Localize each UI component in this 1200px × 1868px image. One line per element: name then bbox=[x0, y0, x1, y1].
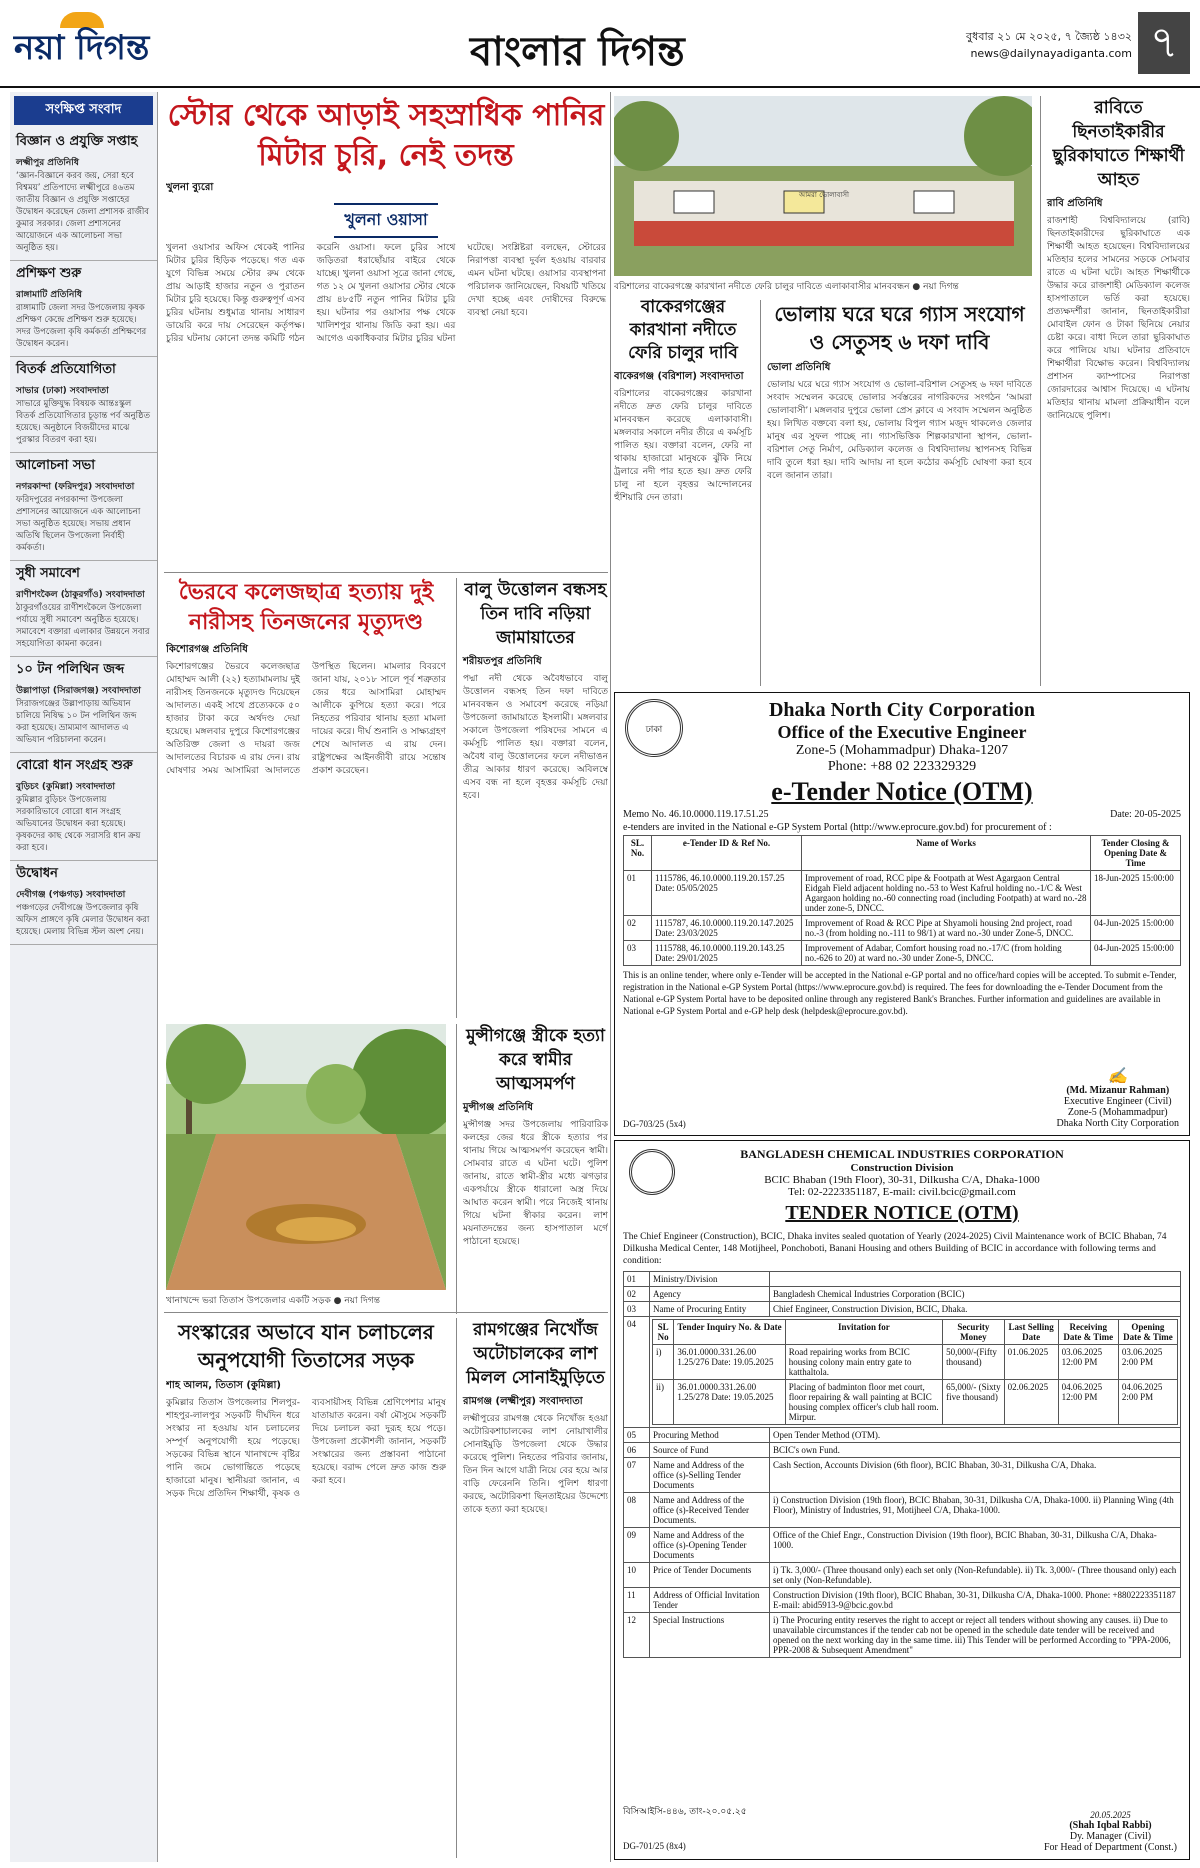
table-row: 03 Name of Procuring Entity Chief Engineer, Construction Division, BCIC, Dhaka. bbox=[624, 1302, 1181, 1317]
table-row: 12 Special Instructions i) The Procuring entity reserves the right to accept or reject all tenders without showing any causes. ii) Due to unavailable circumstances if the tender cab not be opened in the schedule date tender will be received and opened on the next working day in the same time. iii) This Tender will be performed According to "PPA-2006, PPR-2008 & Subsequent Amendment" bbox=[624, 1613, 1181, 1658]
article-body: কিশোরগঞ্জের ভৈরবে কলেজছাত্র মোহাম্মদ আলী (২২) হত্যামামলায় দুই নারীসহ তিনজনকে মৃত্যুদণ্ড দিয়েছেন আদালত। একই সাথে প্রত্যেককে ৫০ হাজার টাকা করে অর্থদণ্ড দেয়া হয়েছে। মঙ্গলবার দুপুরে কিশোরগঞ্জের অতিরিক্ত জেলা ও দায়রা জজ আদালতের বিচারক এ রায় দেন। রায় ঘোষণার সময় আসামিরা আদালতে উপস্থিত ছিলেন। মামলার বিবরণে জানা যায়, ২০১৮ সালে পূর্ব শত্রুতার জের ধরে আসামিরা মোহাম্মদ আলীকে কুপিয়ে হত্যা করে। পরে নিহতের পরিবার থানায় হত্যা মামলা দায়ের করে। দীর্ঘ শুনানি ও সাক্ষ্যগ্রহণ শেষে আদালত এ রায় দেন। রাষ্ট্রপক্ষের আইনজীবী রায়ে সন্তোষ প্রকাশ করেছেন। bbox=[166, 662, 446, 776]
brief-item[interactable]: সুধী সমাবেশ রাণীশংকৈল (ঠাকুরগাঁও) সংবাদদাতা ঠাকুরগাঁওয়ের রাণীশংকৈলে উপজেলা পর্যায়ে সুধী সমাবেশ অনুষ্ঠিত হয়েছে। সমাবেশে বক্তারা এলাকার উন্নয়নে সবার সহযোগিতা কামনা করেন। bbox=[10, 561, 157, 657]
brief-item[interactable]: আলোচনা সভা নগরকান্দা (ফরিদপুর) সংবাদদাতা ফরিদপুরের নগরকান্দা উপজেলা প্রশাসনের আয়োজনে এক আলোচনা সভা অনুষ্ঠিত হয়েছে। সভায় প্রধান অতিথি ছিলেন উপজেলা নির্বাহী কর্মকর্তা। bbox=[10, 453, 157, 561]
headline[interactable]: মুন্সীগঞ্জে স্ত্রীকে হত্যা করে স্বামীর আত্মসমর্পণ bbox=[466, 1026, 605, 1094]
human-chain-caption: বরিশালের বাকেরগঞ্জে কারখানা নদীতে ফেরি চালুর দাবিতে এলাকাবাসীর মানববন্ধন ● নয়া দিগন্ত bbox=[614, 282, 959, 292]
table-row: 09 Name and Address of the office (s)-Opening Tender Documents Office of the Chief Engr., Construction Division (19th floor), BCIC Bhaban, 30-31, Dilkusha C/A, Dhaka-1000. bbox=[624, 1528, 1181, 1563]
story-bhola[interactable] bbox=[760, 300, 1032, 686]
article-body: লক্ষ্মীপুরের রামগঞ্জ থেকে নিখোঁজ হওয়া অটোরিকশাচালকের লাশ নোয়াখালীর সোনাইমুড়ি উপজেলা থেকে উদ্ধার করেছে পুলিশ। নিহতের পরিবার জানায়, তিন দিন আগে যাত্রী নিয়ে বের হয়ে আর বাড়ি ফেরেননি তিনি। পুলিশ ধারণা করছে, অটোরিকশা ছিনতাইয়ের উদ্দেশ্যে তাকে হত্যা করা হয়েছে। bbox=[463, 1414, 608, 1515]
table-row: 10 Price of Tender Documents i) Tk. 3,000/- (Three thousand only) each set only (Non-Refundable). ii) Tk. 3,000/- (Three thousand only) each set only (Non-Refundable). bbox=[624, 1563, 1181, 1588]
dncc-works-table: SL. No. e-Tender ID & Ref No. Name of Works Tender Closing & Opening Date & Time 01 1115786, 46.10.0000.119.20.157.25 Date: 05/05/2025 Improvement of road, RCC pipe & Footpath at West Agargaon Central Eidgah Field adjacent holding no.-53 to West Kafrul holding no.-1/C & West Agargaon holding no.-60 connecting road (including Footpath) at ward no.-28 under zone-5, DNCC. 18-Jun-2025 15:00:00 02 1115787, 46.10.0000.119.20.147.2025 Date: 23/03/2025 Improvement of Road & RCC Pipe at Shyamoli housing 2nd project, road no.-3 (from holding no.-111 to 98/1) at ward no.-30 under Zone-5, DNCC. 04-Jun-2025 15:00:00 03 1115788, 46.10.0000.119.20.143.25 Date: 29/01/2025 Improvement of Adabar, Comfort housing road no.-17/C (from holding no.-626 to 20) at ward no.-30 under Zone-5, DNCC. 04-Jun-2025 15:00:00 bbox=[623, 835, 1181, 966]
brief-item[interactable]: বিতর্ক প্রতিযোগিতা সাভার (ঢাকা) সংবাদদাতা সাভারে মুক্তিযুদ্ধ বিষয়ক আন্তঃস্কুল বিতর্ক প্রতিযোগিতার চূড়ান্ত পর্ব অনুষ্ঠিত হয়েছে। অনুষ্ঠানে বিজয়ীদের মাঝে পুরস্কার বিতরণ করা হয়। bbox=[10, 357, 157, 453]
table-row: 02 Agency Bangladesh Chemical Industries Corporation (BCIC) bbox=[624, 1287, 1181, 1302]
tender-division: Construction Division bbox=[850, 1162, 954, 1174]
bcic-logo-icon bbox=[629, 1149, 675, 1195]
headline[interactable]: ভোলায় ঘরে ঘরে গ্যাস সংযোগ ও সেতুসহ ৬ দফা দাবি bbox=[774, 302, 1025, 354]
headline[interactable]: ভৈরবে কলেজছাত্র হত্যায় দুই নারীসহ তিনজনের মৃত্যুদণ্ড bbox=[178, 580, 434, 635]
table-row: 03 1115788, 46.10.0000.119.20.143.25 Date: 29/01/2025 Improvement of Adabar, Comfort housing road no.-17/C (from holding no.-626 to 20) at ward no.-30 under Zone-5, DNCC. 04-Jun-2025 15:00:00 bbox=[624, 941, 1181, 966]
story-bhairab[interactable] bbox=[166, 578, 446, 1018]
briefs-column bbox=[10, 92, 158, 1862]
table-row: 06 Source of Fund BCIC's own Fund. bbox=[624, 1443, 1181, 1458]
dg-number: DG-703/25 (5x4) bbox=[623, 1119, 686, 1129]
masthead bbox=[0, 0, 1200, 88]
human-chain-photo bbox=[614, 96, 1032, 276]
article-body: রাজশাহী বিশ্ববিদ্যালয়ে (রাবি) ছিনতাইকারীদের ছুরিকাঘাতে এক শিক্ষার্থী আহত হয়েছেন। বিশ্ববিদ্যালয়ের মতিহার হলের সামনের সড়কে সোমবার রাতে এ ঘটনা ঘটে। আহত শিক্ষার্থীকে উদ্ধার করে রাজশাহী মেডিক্যাল কলেজ হাসপাতালে ভর্তি করা হয়েছে। প্রত্যক্ষদর্শীরা জানান, ছিনতাইকারীরা মোবাইল ফোন ও টাকা ছিনিয়ে নেয়ার চেষ্টা করে। বাধা দিলে তারা ছুরিকাঘাত করে পালিয়ে যায়। ঘটনার প্রতিবাদে শিক্ষার্থীরা বিক্ষোভ করেন। বিশ্ববিদ্যালয় প্রশাসন ক্যাম্পাসের নিরাপত্তা জোরদারের আশ্বাস দিয়েছে। এ ঘটনায় মতিহার থানায় মামলা প্রক্রিয়াধীন বলে জানিয়েছে পুলিশ। bbox=[1047, 216, 1190, 421]
road-photo-caption: খানাখন্দে ভরা তিতাস উপজেলার একটি সড়ক ● নয়া দিগন্ত bbox=[166, 1296, 380, 1306]
contact-email[interactable]: news@dailynayadiganta.com bbox=[970, 47, 1132, 60]
headline[interactable]: স্টোর থেকে আড়াই সহস্রাধিক পানির মিটার চুরি, নেই তদন্ত bbox=[167, 98, 605, 173]
dg-number: DG-701/25 (8x4) bbox=[623, 1841, 686, 1851]
memo-date: Date: 20-05-2025 bbox=[1110, 809, 1181, 820]
dateline bbox=[966, 28, 1132, 62]
dncc-signature-block: ✍ (Md. Mizanur Rahman) Executive Engineer (Civil) Zone-5 (Mohammadpur) Dhaka North City Corporation bbox=[1056, 1066, 1179, 1129]
tender-org: Dhaka North City Corporation bbox=[768, 699, 1036, 721]
signature-date: 20.05.2025 bbox=[1090, 1810, 1131, 1820]
story-rabi[interactable] bbox=[1040, 96, 1190, 686]
tender-office: Office of the Executive Engineer bbox=[777, 722, 1027, 742]
brief-item[interactable]: ১০ টন পলিথিন জব্দ উল্লাপাড়া (সিরাজগঞ্জ) সংবাদদাতা সিরাজগঞ্জের উল্লাপাড়ায় অভিযান চালিয়ে নিষিদ্ধ ১০ টন পলিথিন জব্দ করা হয়েছে। ভ্রাম্যমাণ আদালত এ অভিযান পরিচালনা করেন। bbox=[10, 657, 157, 753]
tender-intro: The Chief Engineer (Construction), BCIC, Dhaka invites sealed quotation of Yearly (2024-2025) Civil Maintenance work of BCIC Bhaban, 74 Dilkusha Medical Center, 148 Motijheel, Ponchoboti, Banani Housing and others Building of BCIC in accordance with following terms and condition: bbox=[623, 1232, 1167, 1266]
tender-zone: Zone-5 (Mohammadpur) Dhaka-1207 bbox=[795, 743, 1009, 758]
article-body: পদ্মা নদী থেকে অবৈধভাবে বালু উত্তোলন বন্ধসহ তিন দফা দাবিতে মানববন্ধন ও সমাবেশ করেছে নড়িয়া উপজেলা জামায়াতে ইসলামী। মঙ্গলবার সকালে উপজেলা পরিষদের সামনে এ কর্মসূচি পালিত হয়। বক্তারা বলেন, অবৈধ বালু উত্তোলনের ফলে নদীভাঙন তীব্র আকার ধারণ করেছে। অবিলম্বে এসব বন্ধ না হলে বৃহত্তর কর্মসূচি দেয়া হবে। bbox=[463, 674, 608, 801]
brief-item[interactable]: বোরো ধান সংগ্রহ শুরু বুড়িচং (কুমিল্লা) সংবাদদাতা কুমিল্লার বুড়িচং উপজেলায় সরকারিভাবে বোরো ধান সংগ্রহ অভিযানের উদ্বোধন করা হয়েছে। কৃষকদের কাছ থেকে সরাসরি ধান ক্রয় করা হবে। bbox=[10, 753, 157, 861]
table-row: 07 Name and Address of the office (s)-Selling Tender Documents Cash Section, Accounts Division (6th floor), BCIC Bhaban, 30-31, Dilkusha C/A, Dhaka. bbox=[624, 1458, 1181, 1493]
dncc-seal-icon bbox=[625, 699, 683, 757]
photo-banner: আমরা ভোলাবাসী bbox=[798, 191, 850, 199]
briefs-header: সংক্ষিপ্ত সংবাদ bbox=[14, 96, 153, 125]
section-title: বাংলার দিগন্ত bbox=[470, 29, 685, 75]
tender-org: BANGLADESH CHEMICAL INDUSTRIES CORPORATION bbox=[740, 1147, 1064, 1161]
bcic-signature-block: 20.05.2025 (Shah Iqbal Rabbi) Dy. Manager (Civil) For Head of Department (Const.) bbox=[1043, 1810, 1177, 1853]
tender-intro: e-tenders are invited in the National e-GP System Portal (http://www.eprocure.gov.bd) for procurement of : bbox=[623, 822, 1052, 833]
road-photo-image bbox=[166, 1024, 446, 1290]
table-row: 11 Address of Official Invitation Tender Construction Division (19th floor), BCIC Bhaban, 30-31, Dilkusha C/A, Dhaka-1000. Phone: +8802223351187 E-mail: abid5913-9@bcic.gov.bd bbox=[624, 1588, 1181, 1613]
page-number: ৭ bbox=[1138, 12, 1190, 74]
brief-item[interactable]: উদ্বোধন দেবীগঞ্জ (পঞ্চগড়) সংবাদদাতা পঞ্চগড়ের দেবীগঞ্জে উপজেলার কৃষি অফিস প্রাঙ্গণে কৃষি মেলার উদ্বোধন করা হয়েছে। মেলায় বিভিন্ন স্টল অংশ নেয়। bbox=[10, 861, 157, 945]
table-row: 08 Name and Address of the office (s)-Received Tender Documents. i) Construction Division (19th floor), BCIC Bhaban, 30-31, Dilkusha C/A, Dhaka-1000. ii) Planning Wing (4th Floor), Ministry of Industries, 91, Motijheel C/A, Dhaka-1000. bbox=[624, 1493, 1181, 1528]
byline: বাকেরগঞ্জ (বরিশাল) সংবাদদাতা bbox=[614, 371, 744, 382]
brief-item[interactable]: প্রশিক্ষণ শুরু রাঙ্গামাটি প্রতিনিধি রাঙ্গামাটি জেলা সদর উপজেলায় কৃষক প্রশিক্ষণ কেন্দ্রে প্রশিক্ষণ শুরু হয়েছে। সদর উপজেলা কৃষি কর্মকর্তা প্রশিক্ষণের উদ্বোধন করেন। bbox=[10, 261, 157, 357]
tender-contact: Tel: 02-2223351187, E-mail: civil.bcic@gmail.com bbox=[788, 1186, 1016, 1198]
byline: শাহ আলম, তিতাস (কুমিল্লা) bbox=[166, 1380, 281, 1391]
table-row: ii) 36.01.0000.331.26.00 1.25/278 Date: 19.05.2025 Placing of badminton floor met court, floor repairing & wall painting at BCIC housing complex officer's club hall room. Mirpur. 65,000/- (Sixty five thousand) 02.06.2025 04.06.2025 12:00 PM 04.06.2025 2:00 PM bbox=[653, 1380, 1178, 1425]
tender-dncc[interactable] bbox=[614, 692, 1190, 1136]
tender-bcic[interactable] bbox=[614, 1140, 1190, 1860]
headline[interactable]: সংস্কারের অভাবে যান চলাচলের অনুপযোগী তিতাসের সড়ক bbox=[178, 1320, 434, 1372]
byline: মুন্সীগঞ্জ প্রতিনিধি bbox=[463, 1102, 533, 1113]
table-row: 01 Ministry/Division bbox=[624, 1272, 1181, 1287]
headline[interactable]: রামগঞ্জের নিখোঁজ অটোচালকের লাশ মিলল সোনাইমুড়িতে bbox=[466, 1320, 605, 1388]
divider bbox=[164, 572, 608, 573]
story-ramganj[interactable] bbox=[456, 1318, 608, 1858]
byline: ভোলা প্রতিনিধি bbox=[767, 362, 831, 373]
story-ferry[interactable] bbox=[614, 296, 752, 686]
seal-text: ঢাকা bbox=[645, 725, 663, 735]
bcic-ref: বিসিআইসি-৪৪৬, তাং-২০.০৫.২৫ bbox=[623, 1807, 747, 1817]
table-row: i) 36.01.0000.331.26.00 1.25/276 Date: 19.05.2025 Road repairing works from BCIC housing colony main entry gate to katthaltola. 50,000/-(Fifty thousand) 01.06.2025 03.06.2025 12:00 PM 03.06.2025 2:00 PM bbox=[653, 1345, 1178, 1380]
column-divider bbox=[610, 92, 611, 1862]
signature-scribble-icon: ✍ bbox=[1107, 1066, 1128, 1085]
byline: রামগঞ্জ (লক্ষ্মীপুর) সংবাদদাতা bbox=[463, 1396, 583, 1407]
byline: রাবি প্রতিনিধি bbox=[1047, 198, 1103, 209]
bcic-terms-table bbox=[623, 1271, 1181, 1658]
human-chain-image bbox=[614, 96, 1032, 276]
story-munshiganj[interactable] bbox=[456, 1024, 608, 1314]
newspaper-logo[interactable]: নয়া দিগন্ত bbox=[14, 28, 150, 68]
bcic-inquiry-table: SL No Tender Inquiry No. & Date Invitation for Security Money Last Selling Date Receiving Date & Time Opening Date & Time i) 36.01.0000.331.26.00 1.25/276 Date: 19.05.2025 Road repairing works from BCIC housing colony main entry gate to katthaltola. 50,000/-(Fifty thousand) 01.06.2025 03.06.2025 12:00 PM 03.06.2025 2:00 PM ii) 36.01.0000.331.26.00 1.25/278 Date: 19.05.2025 Placing of badminton floor met court, floor repairing & wall painting at BCIC housing complex officer's club hall room. Mirpur. 65,000/- (Sixty five thousand) 02.06.2025 04.06.2025 12:00 PM 04.06.2025 2:00 PM bbox=[652, 1319, 1178, 1425]
story-titas-road[interactable] bbox=[166, 1318, 446, 1858]
tender-address: BCIC Bhaban (19th Floor), 30-31, Dilkusha C/A, Dhaka-1000 bbox=[764, 1174, 1040, 1186]
issue-date: বুধবার ২১ মে ২০২৫, ৭ জ্যৈষ্ঠ ১৪৩২ bbox=[966, 30, 1132, 43]
tender-title: e-Tender Notice (OTM) bbox=[771, 777, 1033, 806]
table-row: 02 1115787, 46.10.0000.119.20.147.2025 Date: 23/03/2025 Improvement of Road & RCC Pipe at Shyamoli housing 2nd project, road no.-3 (from holding no.-111 to 98/1) at ward no.-30 under Zone-5, DNCC. 04-Jun-2025 15:00:00 bbox=[624, 916, 1181, 941]
headline[interactable]: রাবিতে ছিনতাইকারীর ছুরিকাঘাতে শিক্ষার্থী আহত bbox=[1052, 98, 1185, 190]
tender-phone: Phone: +88 02 223329329 bbox=[827, 759, 977, 774]
article-body: মুন্সীগঞ্জ সদর উপজেলায় পারিবারিক কলহের জের ধরে স্ত্রীকে হত্যার পর থানায় গিয়ে আত্মসমর্পণ করেছেন স্বামী। সোমবার রাতে এ ঘটনা ঘটে। পুলিশ জানায়, রাতে স্বামী-স্ত্রীর মধ্যে ঝগড়ার একপর্যায়ে স্ত্রীকে ধারালো অস্ত্র দিয়ে আঘাত করেন স্বামী। পরে নিজেই থানায় গিয়ে ঘটনা স্বীকার করেন। লাশ ময়নাতদন্তের জন্য হাসপাতাল মর্গে পাঠানো হয়েছে। bbox=[463, 1120, 608, 1247]
divider bbox=[164, 1312, 608, 1313]
article-body: কুমিল্লার তিতাস উপজেলার শিলপুর-শাহপুর-লালপুর সড়কটি দীর্ঘদিন ধরে সংস্কার না হওয়ায় যান চলাচলের সম্পূর্ণ অনুপযোগী হয়ে পড়েছে। সড়কের বিভিন্ন স্থানে খানাখন্দে বৃষ্টির পানি জমে ভোগান্তিতে পড়েছে হাজারো মানুষ। স্থানীয়রা জানান, এ সড়ক দিয়ে প্রতিদিন শিক্ষার্থী, কৃষক ও ব্যবসায়ীসহ বিভিন্ন শ্রেণিপেশার মানুষ যাতায়াত করেন। বর্ষা মৌসুমে সড়কটি দিয়ে চলাচল করা দুরূহ হয়ে পড়ে। উপজেলা প্রকৌশলী জানান, সড়কটি সংস্কারের জন্য প্রস্তাবনা পাঠানো হয়েছে। বরাদ্দ পেলে দ্রুত কাজ শুরু করা হবে। bbox=[166, 1398, 446, 1499]
byline: কিশোরগঞ্জ প্রতিনিধি bbox=[166, 644, 248, 655]
article-body: খুলনা ওয়াসার অফিস থেকেই পানির মিটার চুরির হিড়িক পড়েছে। গত এক যুগে বিভিন্ন সময়ে স্টোর রুম থেকে প্রায় আড়াই হাজার নতুন ও পুরাতন মিটার চুরি হয়েছে। কিন্তু গুরুত্বপূর্ণ এসব চুরির ঘটনায় শুধুমাত্র থানায় সাধারণ ডায়েরি করে দায় সেরেছেন কর্তৃপক্ষ। চুরির ঘটনায় কোনো তদন্ত কমিটি গঠন করেনি ওয়াসা। ফলে চুরির সাথে জড়িতরা ধরাছোঁয়ার বাইরে থেকে যাচ্ছে। খুলনা ওয়াসা সূত্রে জানা গেছে, গত ১২ মে খুলনা ওয়াসার স্টোর থেকে প্রায় ৪৮৫টি নতুন পানির মিটার চুরি হয়। ঘটনার পর ওয়াসার পক্ষ থেকে খালিশপুর থানায় জিডি করা হয়। এর আগেও একাধিকবার মিটার চুরির ঘটনা ঘটেছে। সংশ্লিষ্টরা বলছেন, স্টোরের নিরাপত্তা ব্যবস্থা দুর্বল হওয়ায় বারবার এমন ঘটনা ঘটছে। ওয়াসার ব্যবস্থাপনা পরিচালক জানিয়েছেন, বিষয়টি খতিয়ে দেখা হচ্ছে এবং দোষীদের বিরুদ্ধে ব্যবস্থা নেয়া হবে। bbox=[166, 243, 606, 344]
byline: খুলনা ব্যুরো bbox=[166, 182, 214, 193]
brief-item[interactable]: বিজ্ঞান ও প্রযুক্তি সপ্তাহ লক্ষ্মীপুর প্রতিনিধি ‘জ্ঞান-বিজ্ঞানে করব জয়, সেরা হবে বিশ্বময়’ প্রতিপাদ্যে লক্ষ্মীপুরে ৪৬তম জাতীয় বিজ্ঞান ও প্রযুক্তি সপ্তাহের উদ্বোধন করেছেন জেলা প্রশাসক রাজীব কুমার সরকার। জেলা প্রশাসনের আয়োজনে এক আলোচনা সভা অনুষ্ঠিত হয়। bbox=[10, 129, 157, 261]
article-body: বরিশালের বাকেরগঞ্জের কারখানা নদীতে দ্রুত ফেরি চালুর দাবিতে মানববন্ধন করেছে এলাকাবাসী। মঙ্গলবার সকালে নদীর তীরে এ কর্মসূচি পালিত হয়। বক্তারা বলেন, ফেরি না থাকায় হাজারো মানুষকে ঝুঁকি নিয়ে ট্রলারে নদী পার হতে হয়। দ্রুত ফেরি চালু না হলে বৃহত্তর আন্দোলনের হুঁশিয়ারি দেন তারা। bbox=[614, 389, 752, 503]
headline[interactable]: বালু উত্তোলন বন্ধসহ তিন দাবি নড়িয়া জামায়াতের bbox=[464, 580, 607, 648]
road-photo bbox=[166, 1024, 446, 1290]
pullquote: খুলনা ওয়াসা bbox=[334, 203, 437, 238]
memo-number: Memo No. 46.10.0000.119.17.51.25 bbox=[623, 809, 769, 820]
tender-note: This is an online tender, where only e-Tender will be accepted in the National e-GP portal and no office/hard copies will be accepted. To submit e-Tender, registration in the National e-GP System Portal (https://www.eprocure.gov.bd) is required. The fees for downloading the e-Tender Document from the National e-GP System Portal have to be deposited online through any registered Bank's Branches. Further information and guidelines are available in National e-GP System Portal and e-GP help desk (helpdesk@eprocure.gov.bd). bbox=[623, 970, 1177, 1016]
story-balu[interactable] bbox=[456, 578, 608, 1018]
table-row: 04 SL No Tender Inquiry No. & Date Invitation for Security Money Last Selling Date Receiving Date & Time Opening Date & Time i) 36.01.0000.331.26.00 1.25/276 Date: 19.05.2025 Road repairing works from BCIC housing colony main entry gate to katthaltola. 50,000/-(Fifty thousand) 01.06.2025 03.06.2025 12:00 PM 03.06.2025 2:00 PM ii) 36.01.0000.331.26.00 1.25/278 Date: 19.05.2025 Placing of badminton floor met court, floor repairing & wall painting at BCIC housing complex officer's club hall room. Mirpur. 65,000/- (Sixty five thousand) 02.06.2025 04.06.2025 12:00 PM 04.06.2025 2:00 PM bbox=[624, 1317, 1181, 1428]
tender-title: TENDER NOTICE (OTM) bbox=[785, 1202, 1019, 1224]
byline: শরীয়তপুর প্রতিনিধি bbox=[463, 656, 542, 667]
article-body: ভোলায় ঘরে ঘরে গ্যাস সংযোগ ও ভোলা-বরিশাল সেতুসহ ৬ দফা দাবিতে সংবাদ সম্মেলন করেছে ভোলার সর্বস্তরের নাগরিকদের সংগঠন ‘আমরা ভোলাবাসী’। মঙ্গলবার দুপুরে ভোলা প্রেস ক্লাবে এ সংবাদ সম্মেলন অনুষ্ঠিত হয়। লিখিত বক্তব্যে বলা হয়, ভোলায় বিপুল গ্যাস মজুদ থাকলেও জেলার মানুষ এর সুফল পাচ্ছে না। গ্যাসভিত্তিক শিল্পকারখানা স্থাপন, ভোলা-বরিশাল সেতু নির্মাণ, মেডিক্যাল কলেজ ও বিশ্ববিদ্যালয় স্থাপনসহ বিভিন্ন দাবি তুলে ধরা হয়। দাবি আদায় না হলে কঠোর কর্মসূচি ঘোষণা করা হবে বলে জানান তারা। bbox=[767, 380, 1032, 481]
table-row: 01 1115786, 46.10.0000.119.20.157.25 Date: 05/05/2025 Improvement of road, RCC pipe & Footpath at West Agargaon Central Eidgah Field adjacent holding no.-53 to West Kafrul holding no.-1/C & West Agargaon holding no.-60 connecting road (including Footpath) at ward no.-28 under zone-5, DNCC. 18-Jun-2025 15:00:00 bbox=[624, 871, 1181, 916]
headline[interactable]: বাকেরগঞ্জের কারখানা নদীতে ফেরি চালুর দাবি bbox=[628, 297, 738, 363]
table-row: 05 Procuring Method Open Tender Method (OTM). bbox=[624, 1428, 1181, 1443]
story-meter-theft[interactable] bbox=[166, 96, 606, 566]
